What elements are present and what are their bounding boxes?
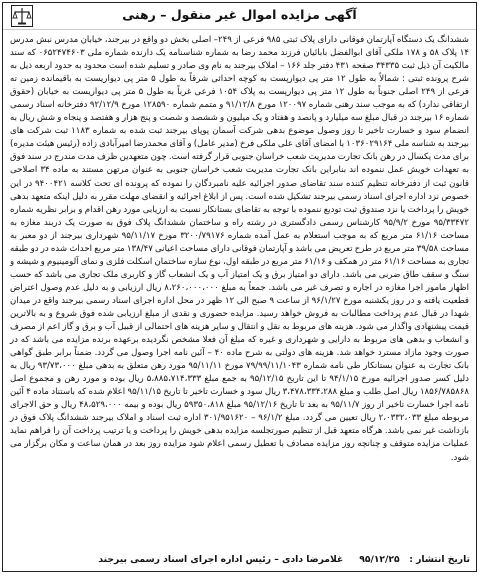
publish-date-value: ۹۵/۱۲/۲۵ bbox=[359, 554, 400, 565]
notice-title: آگهی مزایده اموال غیر منقول – رهنی bbox=[122, 7, 357, 22]
signature: غلامرضا دادی – رئیس اداره اجرای اسناد رسمی بیرجند bbox=[98, 554, 344, 565]
notice-frame bbox=[2, 2, 477, 572]
notice-header bbox=[3, 3, 476, 30]
publish-date-label: تاریخ انتشار : bbox=[409, 554, 470, 565]
notice-body: ششدانگ یک دستگاه آپارتمان فوقانی دارای پلاک ثبتی ۹۸۵ فرعی از ۲۴۹– اصلی بخش دو واقع در بیرجند، خیابان مدرس نبش مدرس ۱۴ پلاک ۵۸ و ۱۷۸ ملکی آقای ابوالفضل بابائیان فرزند محمد رضا به شماره شناسنامه یک دارنده شماره ملی ۰۶۵۲۴۷۴۶۰۳ که سند مالکیت آن ذیل ثبت ۳۴۳۳۵ صفحه ۴۳۱ دفتر جلد ۱۶۶ – املاک بیرجند به نام وی صادر و تسلیم شده است محدود به حدود اربعه ذیل به شرح پرونده ثبتی : شمالاً به طول ۱۲ متر پی دیوارپست به کوچه احداثی شرقاً به طول ۵ متر پی دیواریست به باقیمانده زمین ته فرعی از ۲۴۹ اصلی جنوباً به طول ۱۲ متر پی دیوارپست به پلاک ۱۰۵۴ فرعی غرباً به طول ۵ متر پی دیواریست به خیابان (حقوق ارتفاقی ندارد) که به موجب سند رهنی شماره ۱۲۰۰۹۷ مورخ ۹۱/۱۲/۸ و متمم شماره ۱۲۸۵۹۰ مورخ ۹۲/۱۲/۹ دفترخانه اسناد رسمی شماره ۱۶ بیرجند در قبال مبلغ سه میلیارد و پانصد و هفتاد و یک میلیون و ششصد و شصت و پنج هزار و هفتصد و پنجاه و شش ریال به انضمام سود و خسارت تاخیر تا روز وصول موضوع بدهی شرکت آسمان پوپای بیرجند ثبت شده به شماره ۱۱۸۳ ثبت شرکت های بیرجند به شناسه ملی ۱۰۳۶۰۲۹۱۶۴ با امضای آقای علی ملکی فرخ (مدیر عامل) و آقای محمدرضا امیرآبادی زاده (رئیس هیئت مدیره) برای مدت یکسال در رهن بانک تجارت مدیریت شعب خراسان جنوبی قرار گرفته است. چون متعهدین ظرف مدت مندرج در سند فوق به تعهدات خویش عمل ننموده اند بنابراین بانک تجارت مدیریت شعب خراسان جنوبی به عنوان مرتهن مستند به ماده ۳۴ اصلاحی قانون ثبت از دفترخانه تنظیم کننده سند تقاضای صدور اجرائیه علیه نامبردگان را نموده که پرونده ای تحت کلاسه ۹۴۰۰۴۲۱ در این خصوص نزد اداره اجرای اسناد رسمی بیرجند تشکیل شده است. پس از ابلاغ اجرائیه و انقضای مهلت مقرر به دلیل اینکه متعهد بدهی خویش را پرداخت یا نزد صندوق ثبت تودیع ننموده با توجه به تقاضای بستانکار نسبت به ارزیابی مورد رهن اقدام و برابر نظریه شماره ۹۵/۳۳۴۷۲ مورخ ۹۵/۹/۲ کارشناس رسمی دادگستری در رشته راه و ساختمان ششدانگ پلاک فوق به صورت یک دربند مغازه به مساحت ۶۱/۱۶ متر مربع که به موجب استعلام به عمل آمده شماره ۳۲۰۰/۷۹۱۷۶ مورخ ۹۵/۱۱/۱۷ شهرداری بیرجند از دو معبر به مساحت ۳۹/۵۸ متر مربع در طرح تعریض می باشد و آپارتمان فوقانی دارای مساحت اعیانی ۱۳۸/۴۷ متر مربع احداث شده در دو طبقه تجاری به مساحت ۶۱/۱۶ متر در همکف و ۶۱/۱۶ متر مربع در طبقه اول، نوع سازه ساختمان اسکلت فلزی و نمای آلومینیوم و شیشه و سنگ و سقف طاق ضربی می باشد. دارای دو امتیاز برق و یک امتیاز آب و یک انشعاب گاز و کاربری ملک تجاری می باشد که حسب اظهار مامور اجرا مغازه در اجاره و تصرف غیر می باشد. جمعاً به مبلغ ۸،۲۶۰،۰۰۰،۰۰۰ ریال ارزیابی و به دلیل عدم وصول اعتراض قطعیت یافته و در روز یکشنبه مورخ ۹۶/۱/۲۷ از ساعت ۹ صبح الی ۱۲ ظهر در محل اداره اجرای اسناد رسمی بیرجند واقع در میدان شهدا در قبال عدم پرداخت مطالبات به فروش خواهد رسید. مزایده حضوری و نقدی از مبلغ ارزیابی شده فوق شروع و به بالاترین قیمت پیشنهادی واگذار می شود. هزینه های مربوط به نقل و انتقال و سایر هزینه های احتمالی از قبیل آب و برق و گاز اعم از مصرف و انشعاب و بدهی های مربوط به دارایی و شهرداری و غیره که مبلغ آن فعلا مشخص نگردیده برعهده برنده مزایده می باشد که در صورت وجود مازاد مسترد خواهد شد. هزینه های دولتی به شرح ماده ۴۰ – آئین نامه اجرا وصول می گردد. ضمناً برابر طبق گواهی بانک تجارت به عنوان بستانکار طی نامه شماره ۷۹/۹۹/۱۱/۱۰۴۳ مورخ ۹۵/۱۱/۱۱ مورد رهن متعلق به بدهی مبلغ ۹۳/۷۳،۰۰۰ ریال به دلیل کسر صدور اجرائیه مورخ ۹۴/۱/۱۵ تا این تاریخ ۹۵/۱۲/۱۵ به جمع مبلغ ۵،۸۸۵،۷۱۴،۳۳۳ ریال بوده و مورد رهن و مجموع اصل ۱۸۵۶/۷۸۵۸۶۸ ریال اصل طلب و مبلغ ۳،۴۷۸،۳۳۴،۲۸۸ ریال سود و خسارت تاخیر تا تاریخ ۹۵/۱۱/۱۵ اعلام شده که باستناد ماده ۴ آئین نامه اجرا خسارت تاخیر از روز ۹۵/۱۱/۷ به بعد تا تاریخ ۹۵/۱۲/۱۶ مبلغ ۵۹۳۵۰،۸۱۸ ریال بوده و بیمه ۴۸،۵۲۹،۰۰۰ ریال و حق الاجرای مربوطه مبلغ ۲،۰۳۳۲،۰۳۳ ریال تعیین می گردد. مبلغ ۹۶/۱/۲ – ۳۰۱/۹۵۱۶۲۰ اداره ثبت اسناد و املاک بیرجند ششدانگ پلاک فوق در بازداشت غیر نمی باشد. هرگاه متعهد قبل از تنظیم صورتجلسه مزایده بدهی خویش را پرداخت و یا ترتیب پرداخت آن را فراهم نماید عملیات مزایده متوقف و چنانچه روز مزایده مصادف با تعطیل رسمی اعلام شود مزایده روز بعد در همان ساعت و مکان برگزار می شود. bbox=[10, 35, 470, 463]
notice-footer bbox=[9, 554, 470, 565]
